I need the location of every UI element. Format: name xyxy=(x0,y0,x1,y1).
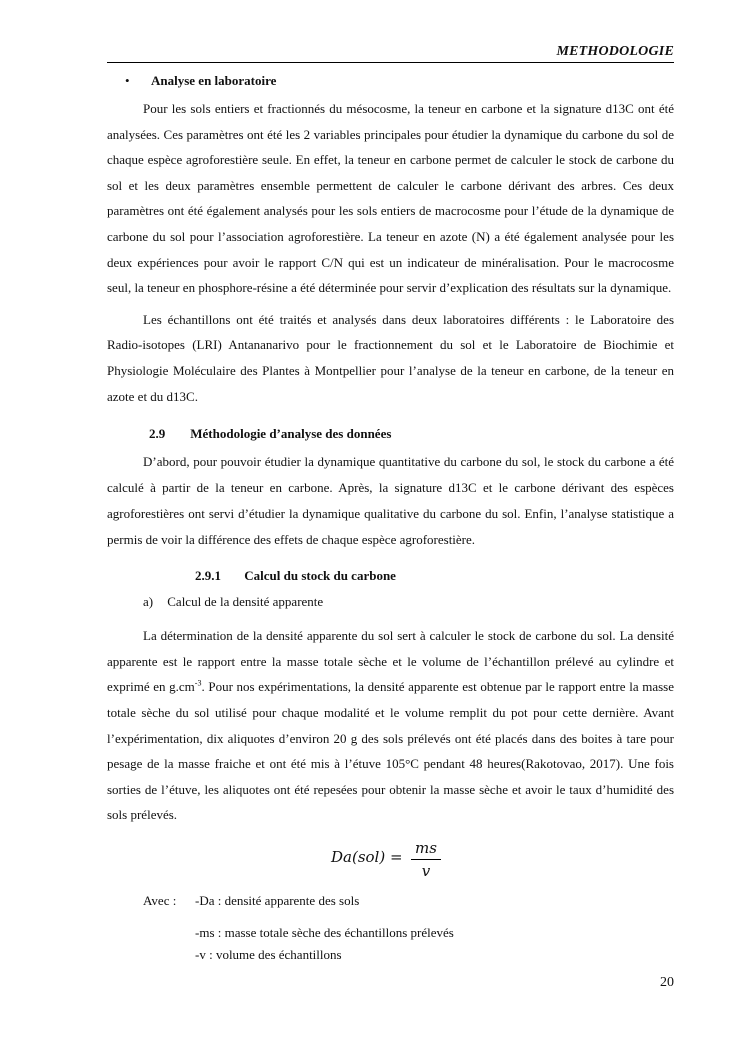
paragraph-data-methodology: D’abord, pour pouvoir étudier la dynamique quantitative du carbone du sol, le stock du carbone a été calculé à partir de la teneur en carbone. Après, la signature d13C et le carbone dérivant des espèces agroforestières ont servi d’étudier la dynamique qualitative du carbone du sol. Enfin, l’analyse statistique a permis de voir la différence des effets de chaque espèce agroforestière. xyxy=(107,454,674,548)
running-header: METHODOLOGIE xyxy=(556,44,674,59)
formula-fraction xyxy=(411,838,441,881)
subsection-heading xyxy=(107,567,674,585)
section-number: 2.9 xyxy=(149,426,166,442)
list-item-a xyxy=(107,593,674,611)
list-item-label: a) xyxy=(143,594,154,610)
page-number: 20 xyxy=(660,975,674,990)
paragraph-bulk-density-part1: La détermination de la densité apparente du sol sert à calculer le stock de carbone du sol. La densité apparente est le rapport entre la masse totale sèche et le volume de l’échantillon prélevé au cylindre et exprimé en g.cm xyxy=(107,628,674,695)
exponent: -3 xyxy=(194,678,202,688)
bullet-icon: • xyxy=(125,73,130,88)
section-title: Méthodologie d’analyse des données xyxy=(190,426,392,442)
bullet-heading-text: Analyse en laboratoire xyxy=(151,73,277,88)
subsection-title: Calcul du stock du carbone xyxy=(244,568,396,584)
definition-ms: -ms : masse totale sèche des échantillons prélevés xyxy=(195,924,454,940)
density-formula xyxy=(107,838,674,882)
paragraph-bulk-density-part2: . Pour nos expérimentations, la densité apparente est obtenue par le rapport entre la masse totale sèche du sol utilisé pour chaque modalité et le volume remplit du pot pour cette dernière. Avant l’expérimentation, dix aliquotes d’environ 20 g des sols prélevés ont été placés dans des boites à tare pour pesage de la masse fraiche et ont été mis à l’étuve 105°C pendant 48 heures(Rakotovao, 2017). Une fois sorties de l’étuve, les aliquotes ont été repesées pour obtenir la masse sèche et avoir le taux d’humidité des sols prélevés. xyxy=(107,679,674,823)
formula-denominator: v xyxy=(421,861,431,880)
paragraph-bulk-density xyxy=(107,623,674,828)
formula-numerator: ms xyxy=(415,838,437,857)
definition-da: -Da : densité apparente des sols xyxy=(195,892,360,908)
header-rule xyxy=(107,62,674,63)
formula-definitions xyxy=(107,892,674,964)
formula-lhs: Da(sol) = xyxy=(331,847,403,866)
subsection-number: 2.9.1 xyxy=(195,568,221,584)
definition-v: -v : volume des échantillons xyxy=(195,946,342,962)
fraction-bar xyxy=(411,859,441,860)
bullet-heading xyxy=(107,72,674,90)
definition-row-da xyxy=(107,892,674,910)
paragraph-laboratories: Les échantillons ont été traités et analysés dans deux laboratoires différents : le Laboratoire des Radio-isotopes (LRI) Antananarivo pour le fractionnement du sol et le Laboratoire de Biochimie et Physiologie Moléculaire des Plantes à Montpellier pour l’analyse de la teneur en carbone, de la teneur en azote et du d13C. xyxy=(107,311,674,404)
page-content xyxy=(107,70,674,964)
definitions-avec: Avec : xyxy=(143,892,177,908)
list-item-text: Calcul de la densité apparente xyxy=(167,594,324,610)
section-heading xyxy=(107,425,674,443)
paragraph-lab-analysis: Pour les sols entiers et fractionnés du mésocosme, la teneur en carbone et la signature d13C ont été analysées. Ces paramètres ont été les 2 variables principales pour étudier la dynamique du carbone du sol de chaque espèce agroforestière seule. En effet, la teneur en carbone permet de calculer le stock de carbone du sol et les deux paramètres ensemble permettent de calculer le carbone dérivant des arbres. Ces deux paramètres ont été également analysés pour les sols entiers de macrocosme pour l’étude de la dynamique de carbone du sol pour l’association agroforestière. La teneur en azote (N) a été également analysée pour les deux expériences pour avoir le rapport C/N qui est un indicateur de minéralisation. Pour le macrocosme seul, la teneur en phosphore-résine a été déterminée pour servir d’explication des résultats sur la dynamique. xyxy=(107,101,674,296)
